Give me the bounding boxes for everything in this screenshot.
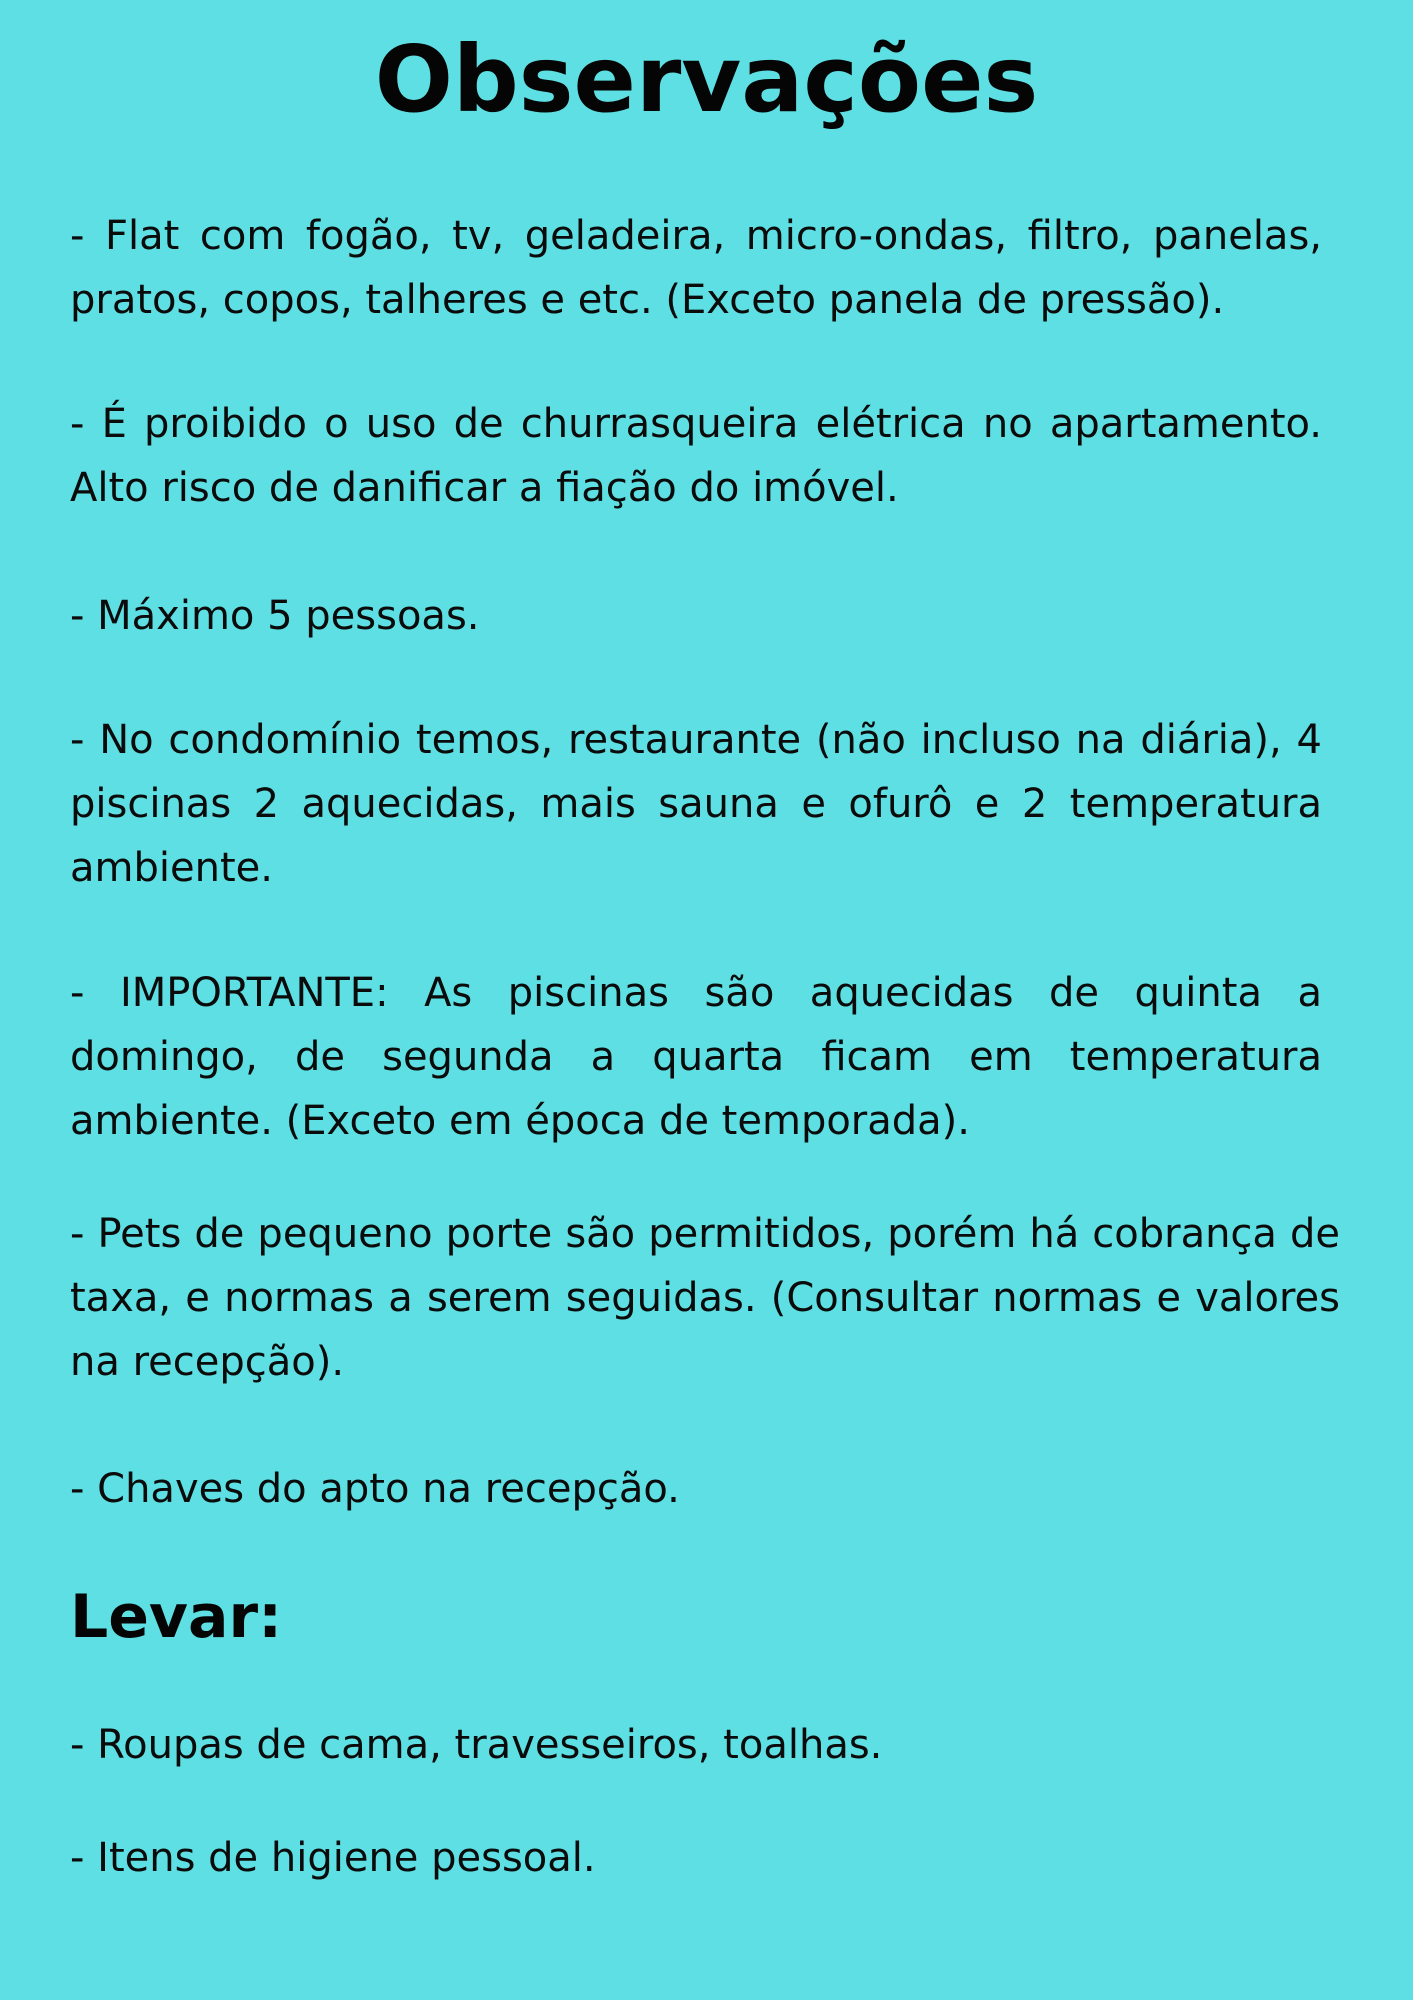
page-title: Observações (374, 26, 1039, 133)
observation-item-kitchen: - Flat com fogão, tv, geladeira, micro-ondas, filtro, panelas, pratos, copos, talheres e etc. (Exceto panela de pressão). (70, 213, 1322, 323)
observation-item-important: - IMPORTANTE: As piscinas são aquecidas de quinta a domingo, de segunda a quarta ficam em temperatura ambiente. (Exceto em época de temporada). (70, 970, 1322, 1144)
levar-item-bedding: - Roupas de cama, travesseiros, toalhas. (70, 1722, 883, 1768)
levar-heading: Levar: (70, 1582, 283, 1652)
levar-item-hygiene: - Itens de higiene pessoal. (70, 1835, 596, 1881)
observation-item-grill: - É proibido o uso de churrasqueira elétrica no apartamento. Alto risco de danificar a fiação do imóvel. (70, 401, 1322, 511)
observation-item-max-guests: - Máximo 5 pessoas. (70, 593, 480, 639)
observation-item-condo: - No condomínio temos, restaurante (não incluso na diária), 4 piscinas 2 aquecidas, mais sauna e ofurô e 2 temperatura ambiente. (70, 717, 1322, 891)
observation-item-keys: - Chaves do apto na recepção. (70, 1466, 680, 1512)
observation-item-pets: - Pets de pequeno porte são permitidos, porém há cobrança de taxa, e normas a serem seguidas. (Consultar normas e valores na recepção). (70, 1211, 1340, 1385)
